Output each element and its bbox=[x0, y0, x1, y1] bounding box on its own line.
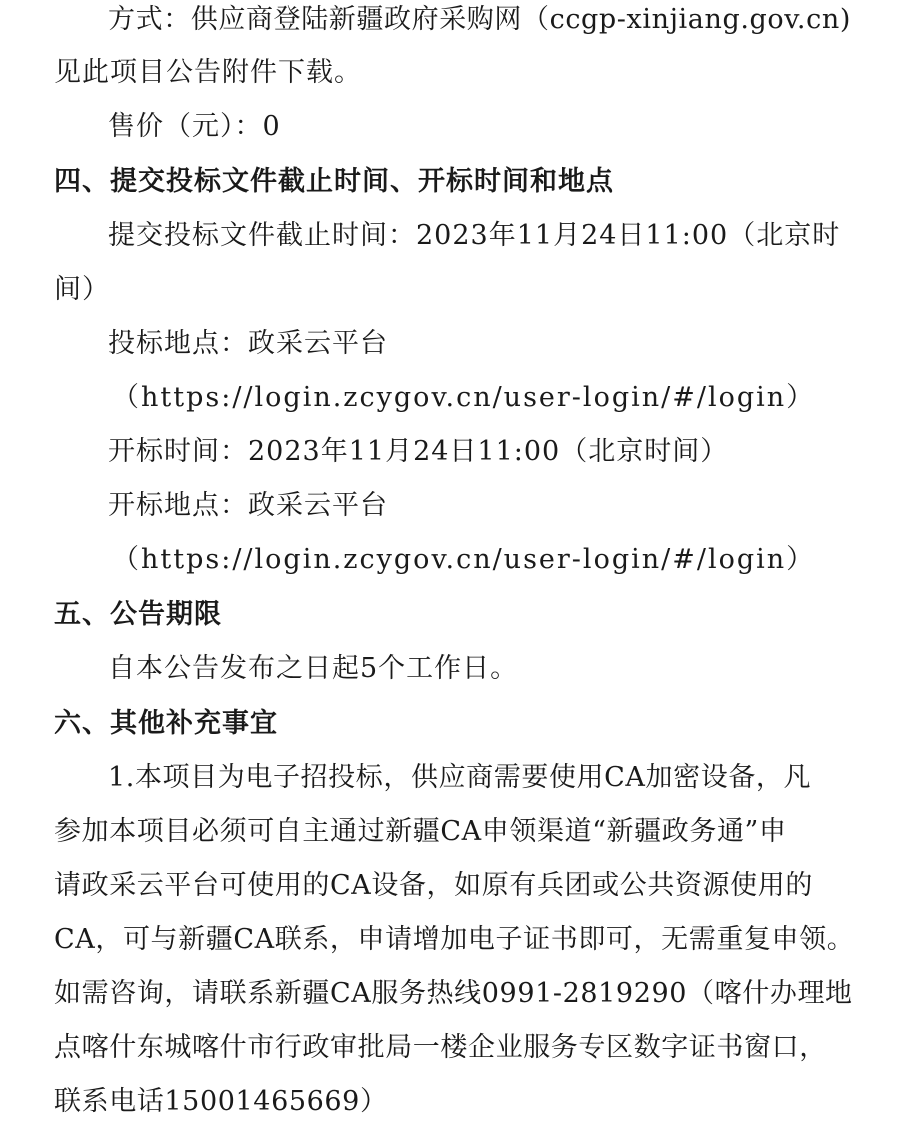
supplement-line: 请政采云平台可使用的CA设备，如原有兵团或公共资源使用的 bbox=[54, 870, 813, 901]
deadline-line-1: 提交投标文件截止时间：2023年11月24日11:00（北京时 bbox=[108, 220, 841, 251]
supplement-line: 1.本项目为电子招投标，供应商需要使用CA加密设备，凡 bbox=[108, 762, 812, 793]
notice-period-text: 自本公告发布之日起5个工作日。 bbox=[108, 653, 519, 684]
opening-location-url: （https://login.zcygov.cn/user-login/#/login） bbox=[112, 544, 816, 575]
supplement-line: 如需咨询，请联系新疆CA服务热线0991-2819290（喀什办理地 bbox=[54, 978, 853, 1009]
opening-location: 开标地点：政采云平台 bbox=[108, 490, 388, 521]
bid-location-url: （https://login.zcygov.cn/user-login/#/login） bbox=[112, 382, 816, 413]
purchase-method-line-1: 方式：供应商登陆新疆政府采购网（ccgp-xinjiang.gov.cn) bbox=[108, 4, 851, 35]
bid-location: 投标地点：政采云平台 bbox=[108, 328, 388, 359]
supplement-line: CA，可与新疆CA联系，申请增加电子证书即可，无需重复申领。 bbox=[54, 924, 855, 955]
document-price: 售价（元）：0 bbox=[108, 111, 281, 142]
section-4-heading: 四、提交投标文件截止时间、开标时间和地点 bbox=[54, 166, 614, 197]
purchase-method-line-2: 见此项目公告附件下载。 bbox=[54, 57, 362, 88]
supplement-line: 点喀什东城喀什市行政审批局一楼企业服务专区数字证书窗口， bbox=[54, 1032, 827, 1063]
supplement-line: 联系电话15001465669） bbox=[54, 1086, 388, 1117]
section-6-heading: 六、其他补充事宜 bbox=[54, 708, 278, 739]
deadline-line-2: 间） bbox=[54, 274, 110, 305]
section-5-heading: 五、公告期限 bbox=[54, 599, 222, 630]
supplement-line: 参加本项目必须可自主通过新疆CA申领渠道“新疆政务通”申 bbox=[54, 816, 787, 847]
opening-time: 开标时间：2023年11月24日11:00（北京时间） bbox=[108, 436, 729, 467]
